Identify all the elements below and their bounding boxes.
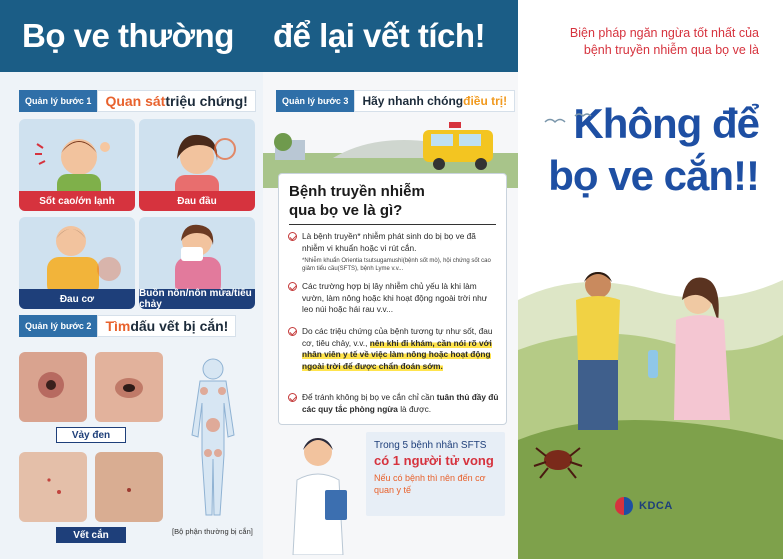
- check-icon: [288, 327, 297, 336]
- info-item-3-text: [302, 326, 500, 372]
- symptom-card-nausea: [139, 217, 255, 309]
- info-item-3-highlight: nên khi đi khám, cần nói rõ với nhân viên y tế về việc làm nông hoặc hoạt động ngoài trời để được chẩn đoán sớm.: [302, 337, 492, 371]
- birds-icon: [543, 112, 603, 132]
- step2-tag: Quản lý bước 2: [19, 315, 97, 337]
- symptom-label-muscle: Đau cơ: [19, 289, 135, 309]
- step1-rest: triệu chứng!: [165, 93, 248, 109]
- definition-title: [289, 182, 425, 220]
- info-item-4-bold: tuân thủ đầy đủ các quy tắc phòng ngừa: [302, 392, 499, 414]
- step2-badge: [19, 315, 236, 337]
- panel-symptoms: [0, 0, 263, 559]
- symptom-label-fever: Sốt cao/ớn lạnh: [19, 191, 135, 211]
- panel-cover: [518, 0, 783, 559]
- step2-highlight: Tìm: [105, 318, 131, 334]
- check-icon: [288, 282, 297, 291]
- bite-photo-1: [19, 452, 87, 522]
- panel-treatment: [263, 0, 518, 559]
- info-item-4: [288, 392, 500, 415]
- bite-photo-2: [95, 452, 163, 522]
- symptom-card-fever: [19, 119, 135, 211]
- info-item-4-end: là được.: [397, 403, 432, 414]
- sfts-box: [366, 432, 505, 516]
- step2-rest: dấu vết bị cắn!: [130, 318, 229, 334]
- info-item-1-footnote: *Nhiễm khuẩn Orientia tsutsugamushi(bệnh sốt mò), hội chứng sốt cao giảm tiểu cầu(SFTS), bệnh Lyme v.v...: [302, 258, 491, 272]
- sfts-line1: Trong 5 bệnh nhân SFTS: [374, 440, 487, 451]
- step1-tag: Quản lý bước 1: [19, 90, 97, 112]
- info-item-1: [288, 231, 500, 273]
- definition-title-line1: Bệnh truyền nhiễm: [289, 183, 425, 200]
- body-diagram: [180, 355, 246, 520]
- cover-title-line2: bọ ve cắn!!: [548, 152, 759, 199]
- body-caption: [Bộ phận thường bị cắn]: [172, 527, 253, 536]
- step1-title: [97, 90, 255, 112]
- symptom-label-headache: Đau đầu: [139, 191, 255, 211]
- cover-intro: Biện pháp ngăn ngừa tốt nhất của bệnh truyền nhiễm qua bọ ve là: [569, 26, 759, 57]
- symptom-card-headache: [139, 119, 255, 211]
- check-icon: [288, 393, 297, 402]
- kdca-logo-text: KDCA: [639, 500, 673, 512]
- kdca-logo: [615, 497, 673, 515]
- sfts-line2: có 1 người tử vong: [374, 453, 494, 468]
- step1-badge: [19, 90, 256, 112]
- step3-tag: Quản lý bước 3: [276, 90, 354, 112]
- step3-title: [354, 90, 515, 112]
- definition-title-line2: qua bọ ve là gì?: [289, 202, 403, 219]
- symptom-card-muscle: [19, 217, 135, 309]
- eschar-label: Vảy đen: [56, 427, 126, 443]
- cover-title-line1: Không để: [573, 100, 759, 147]
- step3-badge: [276, 90, 515, 112]
- info-item-2: [288, 281, 500, 316]
- info-item-2-text: Các trường hợp bị lây nhiễm chủ yếu là khi làm vườn, làm nông hoặc khi hoạt động ngoài trời như leo núi hoặc hái rau v.v...: [302, 281, 488, 314]
- bite-label: Vết cắn: [56, 527, 126, 543]
- header-title-right: để lại vết tích!: [273, 17, 486, 54]
- header-title-left: Bọ ve thường: [22, 17, 234, 54]
- info-item-1-text: Là bệnh truyền* nhiễm phát sinh do bị bọ ve đã nhiễm vi khuẩn hoặc vi rút cắn.: [302, 231, 476, 253]
- step1-highlight: Quan sát: [105, 93, 166, 109]
- doctor-illustration: [273, 430, 363, 555]
- step2-title: [97, 315, 236, 337]
- kdca-emblem-icon: [615, 497, 633, 515]
- info-item-4-plain: Để tránh không bị bọ ve cắn chỉ cần: [302, 392, 437, 402]
- header-bar-2: [263, 0, 518, 72]
- info-item-3-plain: Do các triệu chứng của bệnh tương tự như sốt, đau cơ, tiêu chảy, v.v.,: [302, 326, 493, 348]
- step3-highlight: điều trị!: [463, 94, 508, 108]
- eschar-photo-1: [19, 352, 87, 422]
- info-item-4-text: [302, 392, 500, 415]
- definition-box: [278, 173, 507, 425]
- title-divider: [289, 224, 496, 225]
- symptom-label-nausea: Buồn nôn/nôn mửa/tiêu chảy: [139, 289, 255, 309]
- eschar-photo-2: [95, 352, 163, 422]
- sfts-line3: Nếu có bệnh thì nên đến cơ quan y tế: [374, 473, 486, 495]
- check-icon: [288, 232, 297, 241]
- step3-pre: Hãy nhanh chóng: [362, 94, 464, 108]
- header-bar: [0, 0, 263, 72]
- info-item-3: [288, 326, 500, 372]
